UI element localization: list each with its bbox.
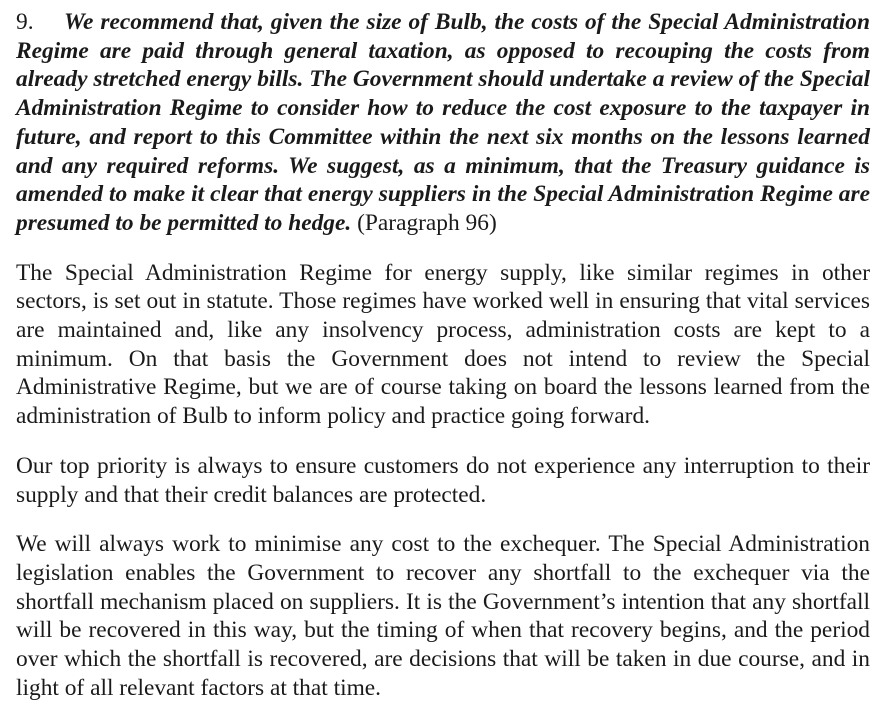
recommendation-text: We recommend that, given the size of Bulb, the costs of the Special Administration Regime are paid through general taxation, as opposed to recouping the costs from already stretched energy bills. The Government should undertake a review of the Special Administration Regime to consider how to reduce the cost exposure to the taxpayer in future, and report to this Committee within the next six months on the lessons learned and any required reforms. We suggest, as a minimum, that the Treasury guidance is amended to make it clear that energy suppliers in the Special Administration Regime are presumed to be permitted to hedge.	[16, 9, 870, 236]
response-paragraph: We will always work to minimise any cost to the exchequer. The Special Administration legislation enables the Government to recover any shortfall to the exchequer via the shortfall mechanism placed on suppliers. It is the Government’s intention that any shortfall will be recovered in this way, but the timing of when that recovery begins, and the period over which the shortfall is recovered, are decisions that will be taken in due course, and in light of all relevant factors at that time.	[16, 531, 870, 701]
recommendation-paragraph	[16, 8, 870, 238]
response-paragraph: The Special Administration Regime for energy supply, like similar regimes in other sectors, is set out in statute. Those regimes have worked well in ensuring that vital services are maintained and, like any insolvency process, administration costs are kept to a minimum. On that basis the Government does not intend to review the Special Administrative Regime, but we are of course taking on board the lessons learned from the administration of Bulb to inform policy and practice going forward.	[16, 259, 870, 430]
paragraph-reference: (Paragraph 96)	[357, 209, 497, 236]
recommendation-number: 9.	[16, 9, 34, 35]
response-paragraph: Our top priority is always to ensure customers do not experience any interruption to their supply and that their credit balances are protected.	[16, 452, 870, 508]
